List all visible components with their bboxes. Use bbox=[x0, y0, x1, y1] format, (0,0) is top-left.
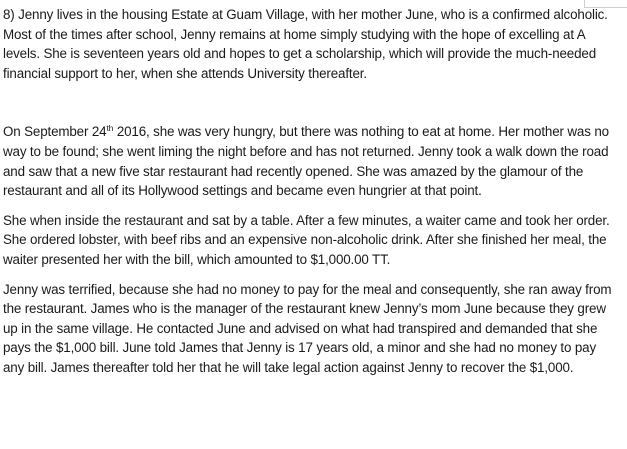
paragraph-intro: 8) Jenny lives in the housing Estate at Guam Village, with her mother June, who is a confirmed alcoholic. Most of the times after school, Jenny remains at home simply studying with the hope of excelling at A levels. She is seventeen years old and hopes to get a scholarship, which will provide the much-needed financial support to her, when she attends University thereafter. bbox=[3, 7, 608, 81]
paragraph-september-start: On September 24 bbox=[3, 124, 107, 140]
paragraph-september bbox=[3, 122, 618, 200]
date-ordinal-suffix: th bbox=[106, 123, 114, 134]
paragraph-restaurant: She when inside the restaurant and sat by a table. After a few minutes, a waiter came and took her order. She ordered lobster, with beef ribs and an expensive non-alcoholic drink. After she finished her meal, the waiter presented her with the bill, which amounted to $1,000.00 TT. bbox=[3, 212, 610, 267]
paragraph-september-rest: 2016, she was very hungry, but there was nothing to eat at home. Her mother was no way to be found; she went liming the night before and has not returned. Jenny took a walk down the road and saw that a new five star restaurant had recently opened. She was amazed by the glamour of the restaurant and all of its Hollywood settings and became even hungrier at that point. bbox=[3, 124, 609, 199]
paragraph-aftermath: Jenny was terrified, because she had no money to pay for the meal and consequently, she ran away from the restaurant. James who is the manager of the restaurant knew Jenny’s mom June because they grew up in the same village. He contacted June and advised on what had transpired and demanded that she pays the $1,000 bill. June told James that Jenny is 17 years old, a minor and she had no money to pay any bill. James thereafter told her that he will take legal action against Jenny to recover the $1,000. bbox=[3, 281, 612, 375]
document-body bbox=[3, 5, 618, 378]
